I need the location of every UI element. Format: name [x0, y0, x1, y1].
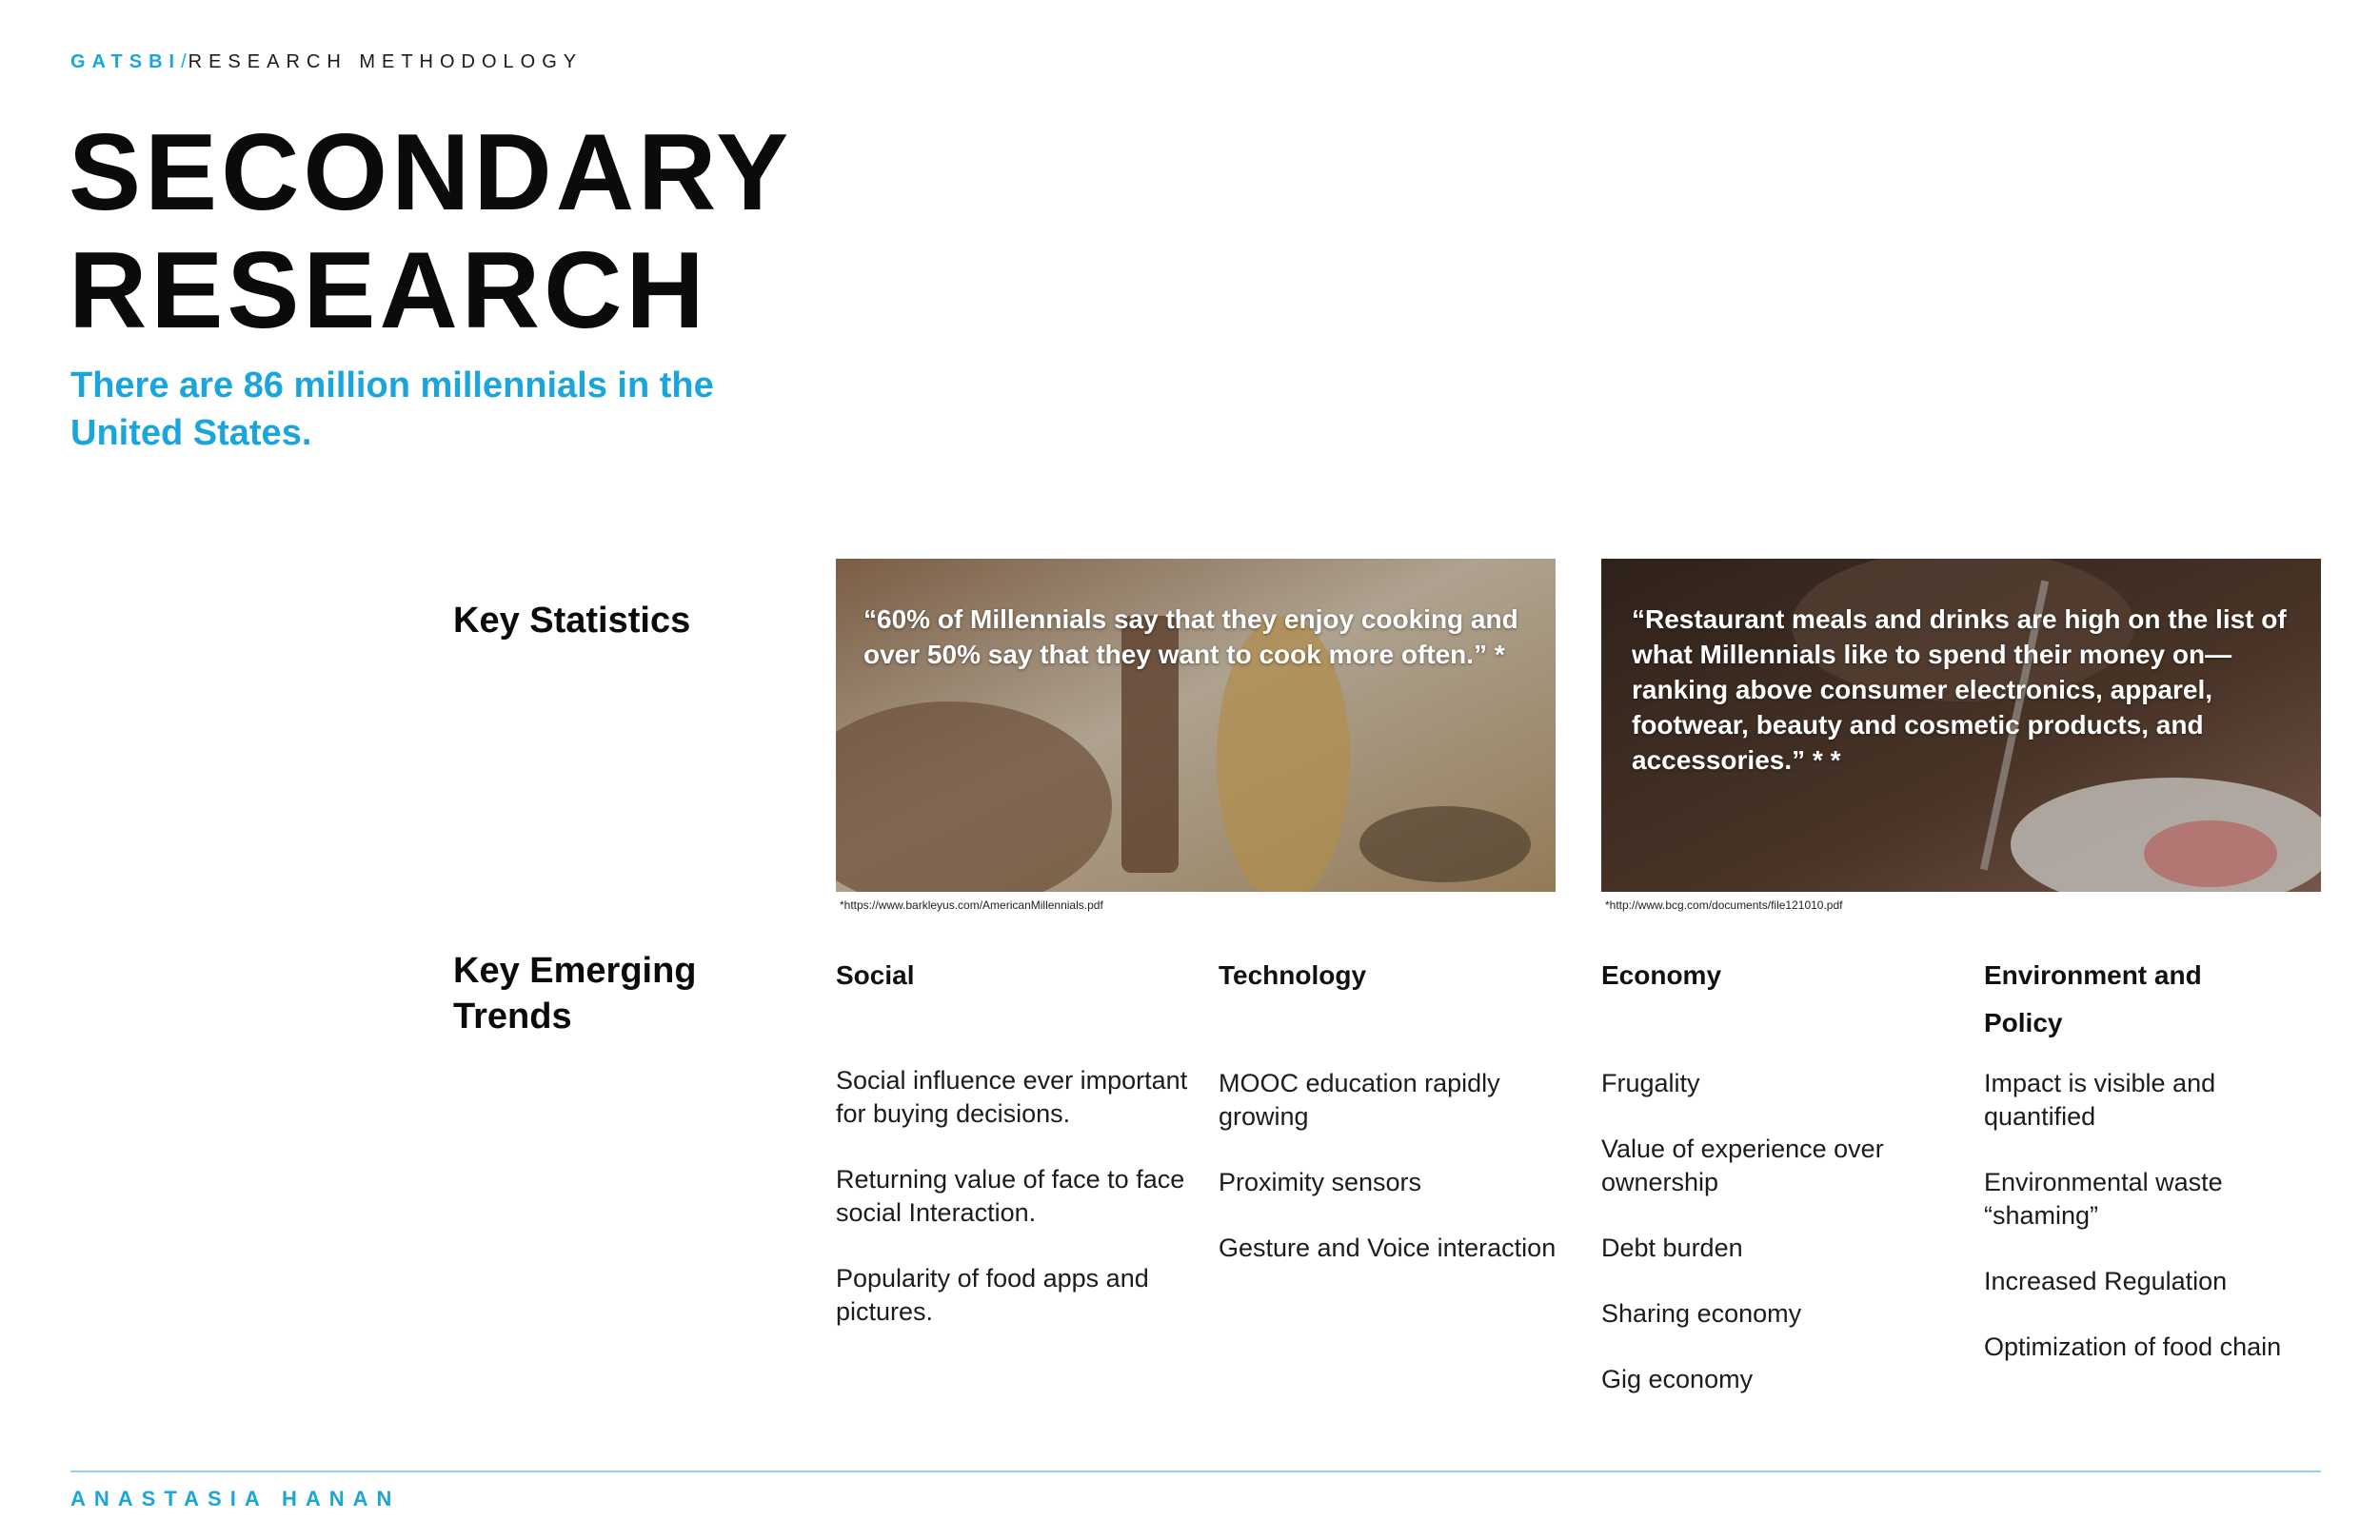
stat-source-link[interactable]: *http://www.bcg.com/documents/file121010.pdf: [1605, 898, 1843, 912]
list-item: Returning value of face to face social Interaction.: [836, 1165, 1185, 1227]
list-item: Increased Regulation: [1984, 1267, 2228, 1295]
list-item: MOOC education rapidly growing: [1219, 1069, 1500, 1131]
list-item: Gesture and Voice interaction: [1219, 1234, 1557, 1262]
brand-name: GATSBI: [70, 51, 182, 72]
list-item: Environmental waste “shaming”: [1984, 1168, 2223, 1230]
list-item: Sharing economy: [1601, 1299, 1802, 1328]
trend-heading-environment: Environment and Policy: [1984, 960, 2202, 1037]
trend-list-technology: [1219, 1067, 1580, 1297]
page-title-line-2: RESEARCH: [69, 230, 708, 351]
list-item: Social influence ever important for buying decisions.: [836, 1066, 1188, 1128]
list-item: Popularity of food apps and pictures.: [836, 1264, 1149, 1326]
stat-card-restaurant: [1601, 559, 2321, 892]
trend-heading-economy: Economy: [1601, 960, 1722, 990]
breadcrumb-separator: /: [181, 51, 188, 72]
trend-list-economy: [1601, 1067, 1915, 1429]
key-statistics-label: Key Statistics: [453, 601, 691, 641]
trend-list-environment: [1984, 1067, 2317, 1396]
stat-card-cooking: [836, 559, 1556, 892]
breadcrumb: [70, 51, 583, 73]
stat-quote: “Restaurant meals and drinks are high on the list of what Millennials like to spend their money on—ranking above consumer electronics, apparel, footwear, beauty and cosmetic products, and accessories.” * *: [1632, 604, 2287, 775]
trend-list-social: [836, 1064, 1188, 1361]
list-item: Value of experience over ownership: [1601, 1135, 1884, 1196]
trend-heading-technology: Technology: [1219, 960, 1367, 990]
list-item: Debt burden: [1601, 1234, 1743, 1262]
list-item: Impact is visible and quantified: [1984, 1069, 2216, 1131]
list-item: Gig economy: [1601, 1365, 1754, 1393]
page-subtitle: There are 86 million millennials in the United States.: [70, 365, 714, 453]
list-item: Frugality: [1601, 1069, 1700, 1097]
list-item: Optimization of food chain: [1984, 1333, 2282, 1361]
page-title: [69, 114, 792, 350]
footer-divider: [70, 1471, 2321, 1472]
footer-author: ANASTASIA HANAN: [70, 1487, 401, 1510]
page-title-line-1: SECONDARY: [69, 112, 793, 233]
stat-source-link[interactable]: *https://www.barkleyus.com/AmericanMillennials.pdf: [840, 898, 1103, 912]
list-item: Proximity sensors: [1219, 1168, 1422, 1196]
trend-heading-social: Social: [836, 960, 915, 990]
breadcrumb-section: RESEARCH METHODOLOGY: [188, 51, 584, 72]
stat-quote: “60% of Millennials say that they enjoy cooking and over 50% say that they want to cook more often.” *: [863, 604, 1518, 669]
key-trends-label: Key Emerging Trends: [453, 951, 697, 1037]
